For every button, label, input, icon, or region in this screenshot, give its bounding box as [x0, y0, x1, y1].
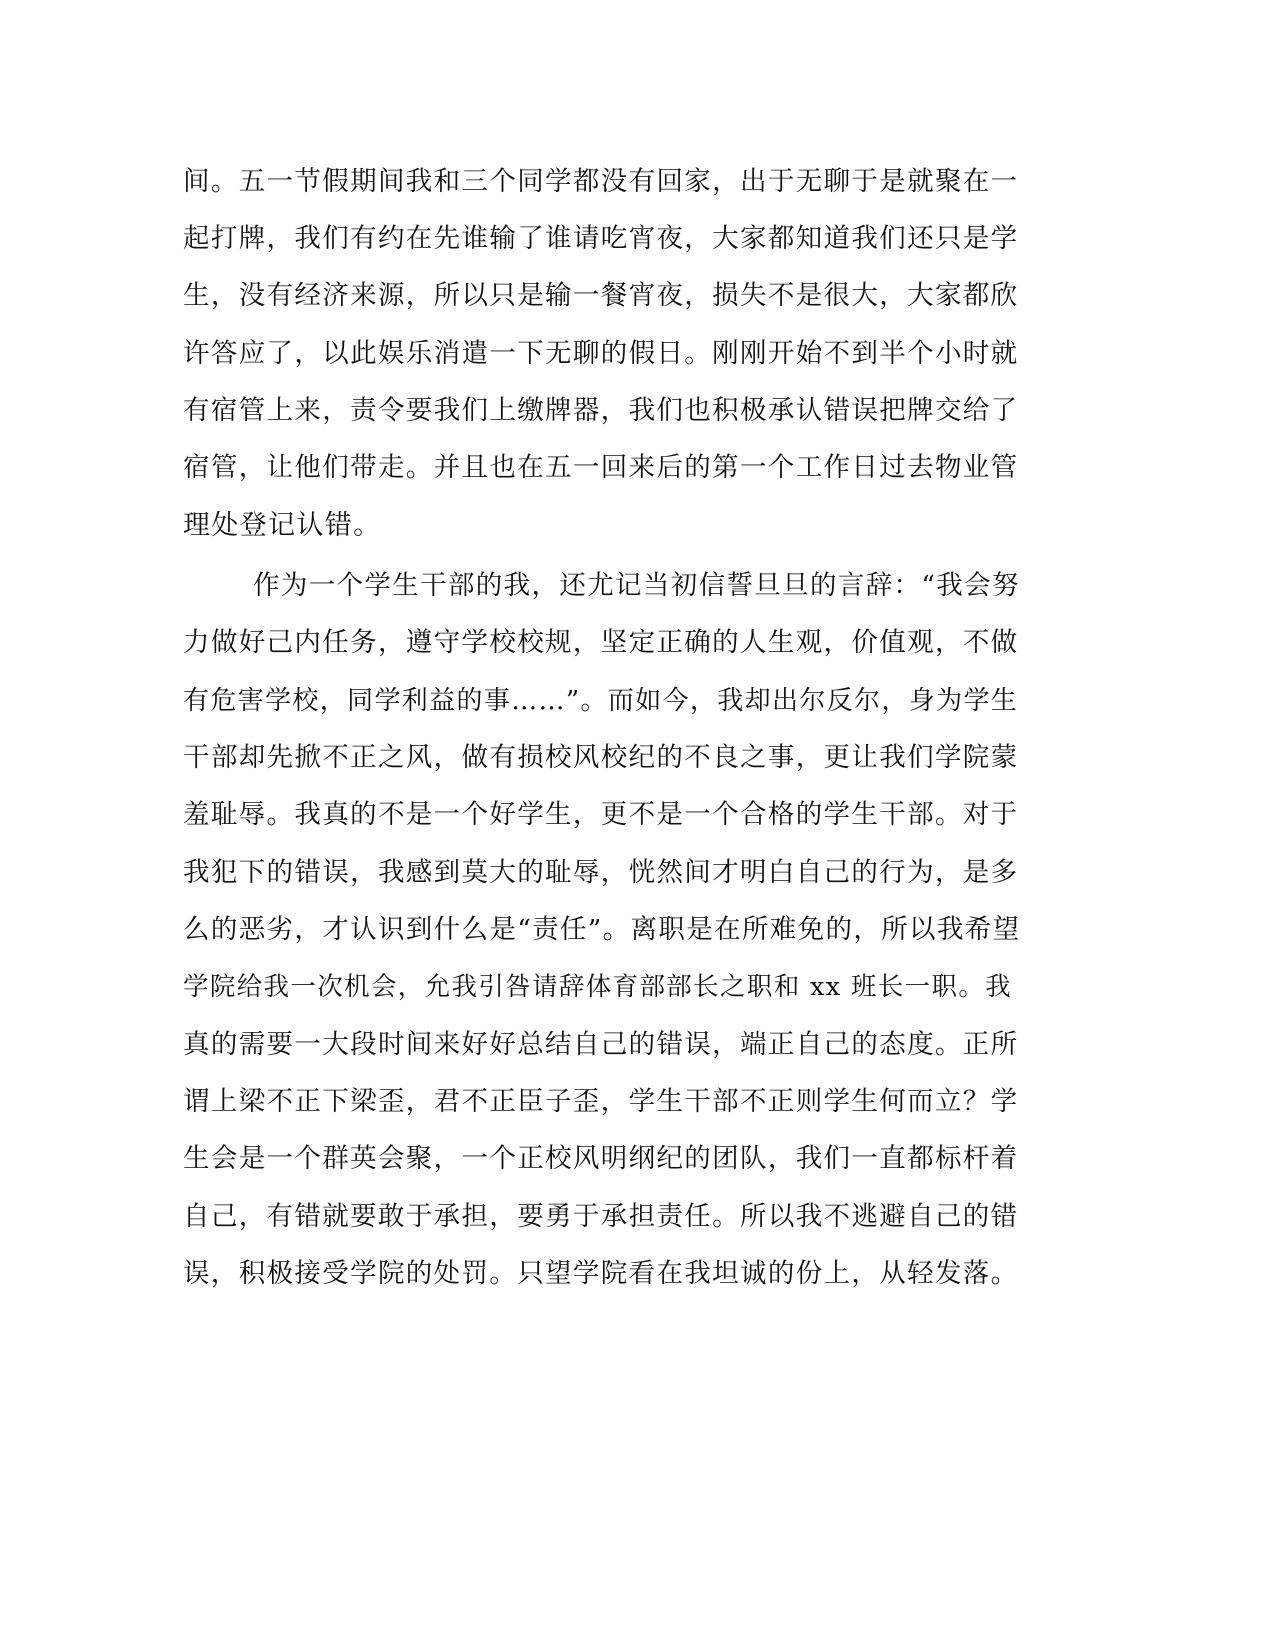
- text-line: 许答应了，以此娱乐消遣一下无聊的假日。刚刚开始不到半个小时就: [183, 338, 1019, 369]
- text-line: 有危害学校，同学利益的事……”。而如今，我却出尔反尔，身为学生: [183, 686, 1019, 716]
- text-line: 谓上梁不正下梁歪，君不正臣子歪，学生干部不正则学生何而立？学: [183, 1086, 1019, 1117]
- text-line: 理处登记认错。: [183, 510, 382, 541]
- text-line: 起打牌，我们有约在先谁输了谁请吃宵夜，大家都知道我们还只是学: [183, 223, 1019, 254]
- text-line: 作为一个学生干部的我，还尤记当初信誓旦旦的言辞：“我会努: [253, 570, 1020, 601]
- text-line: 生，没有经济来源，所以只是输一餐宵夜，损失不是很大，大家都欣: [183, 280, 1019, 311]
- text-line: 羞耻辱。我真的不是一个好学生，更不是一个合格的学生干部。对于: [183, 799, 1019, 830]
- text-line: 干部却先掀不正之风，做有损校风校纪的不良之事，更让我们学院蒙: [183, 742, 1019, 773]
- text-line: 力做好己内任务，遵守学校校规，坚定正确的人生观，价值观，不做: [183, 627, 1019, 658]
- text-line: 生会是一个群英会聚，一个正校风明纲纪的团队，我们一直都标杆着: [183, 1143, 1019, 1174]
- text-line: 学院给我一次机会，允我引咎请辞体育部部长之职和 xx 班长一职。我: [183, 972, 1013, 1002]
- text-line: 宿管，让他们带走。并且也在五一回来后的第一个工作日过去物业管: [183, 452, 1019, 483]
- text-line: 么的恶劣，才认识到什么是“责任”。离职是在所难免的，所以我希望: [183, 914, 1021, 945]
- text-line: 间。五一节假期间我和三个同学都没有回家，出于无聊于是就聚在一: [183, 166, 1019, 197]
- text-line: 误，积极接受学院的处罚。只望学院看在我坦诚的份上，从轻发落。: [183, 1258, 1019, 1289]
- text-line: 我犯下的错误，我感到莫大的耻辱，恍然间才明白自己的行为，是多: [183, 857, 1019, 888]
- text-line: 真的需要一大段时间来好好总结自己的错误，端正自己的态度。正所: [183, 1029, 1019, 1060]
- text-line: 自己，有错就要敢于承担，要勇于承担责任。所以我不逃避自己的错: [183, 1201, 1019, 1232]
- text-line: 有宿管上来，责令要我们上缴牌器，我们也积极承认错误把牌交给了: [183, 395, 1019, 426]
